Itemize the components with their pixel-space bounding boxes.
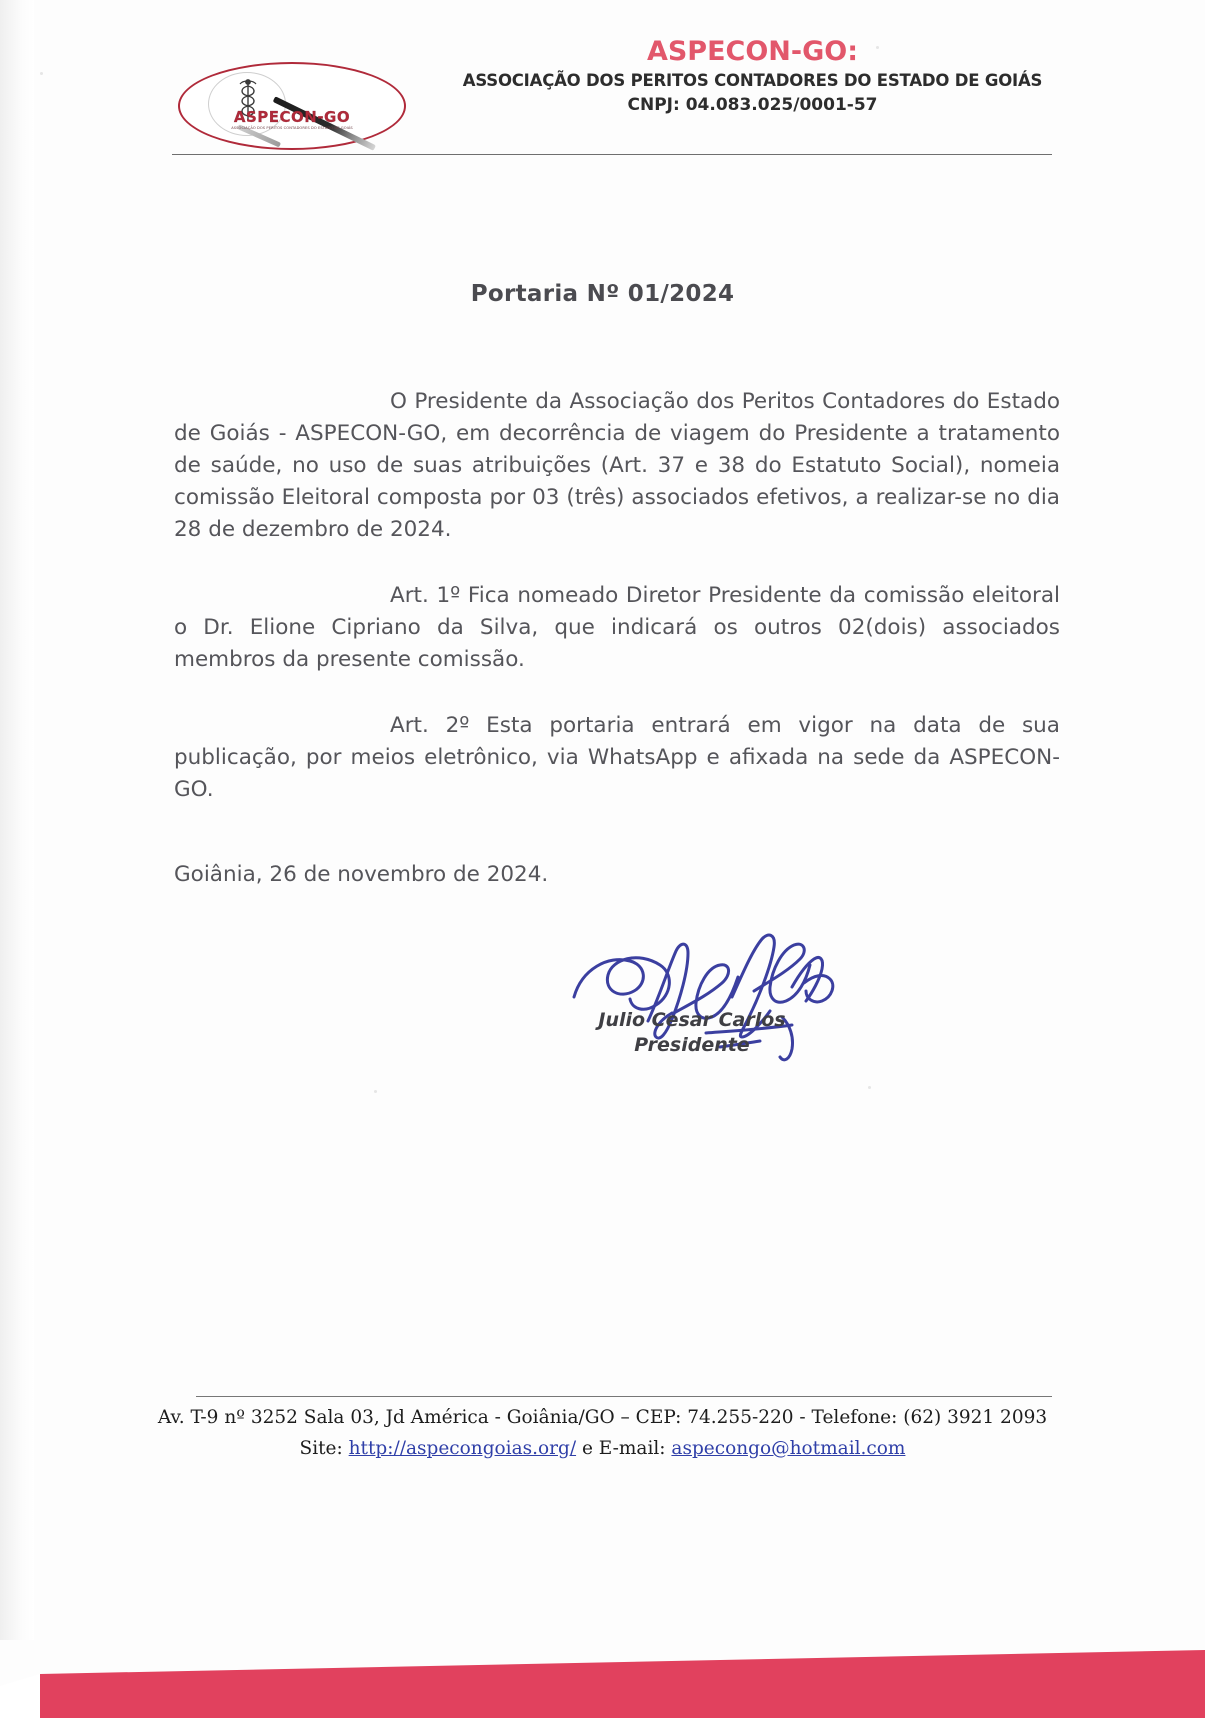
footer-contact-line bbox=[0, 1433, 1205, 1464]
document-body bbox=[174, 386, 1060, 806]
paragraph-preamble bbox=[174, 386, 1060, 546]
organization-identity bbox=[420, 36, 1085, 115]
paragraph-text: O Presidente da Associação dos Peritos Contadores do Estado de Goiás - ASPECON-GO, em decorrência de viagem do Presidente a tratamento de saúde, no uso de suas atribuições (Art. 37 e 38 do Estatuto Social), nomeia comissão Eleitoral composta por 03 (três) associados efetivos, a realizar-se no dia 28 de dezembro de 2024. bbox=[174, 389, 1060, 542]
scan-speck bbox=[374, 1090, 377, 1093]
logo-wordmark: ASPECON-GO bbox=[233, 108, 351, 126]
scan-speck bbox=[868, 1086, 871, 1089]
document-header bbox=[0, 24, 1205, 144]
footer-divider bbox=[196, 1396, 1052, 1397]
signer-role: Presidente bbox=[634, 1034, 750, 1056]
org-full-name: ASSOCIAÇÃO DOS PERITOS CONTADORES DO ESTADO DE GOIÁS bbox=[462, 71, 1043, 90]
scan-speck bbox=[40, 72, 43, 75]
scan-speck bbox=[876, 46, 879, 49]
page-edge-shading bbox=[0, 0, 34, 1640]
band-slope-shape bbox=[0, 1640, 1205, 1718]
site-label: Site: bbox=[299, 1438, 343, 1459]
paragraph-text: Art. 1º Fica nomeado Diretor Presidente da comissão eleitoral o Dr. Elione Cipriano da Silva, que indicará os outros 02(dois) associados membros da presente comissão. bbox=[174, 583, 1060, 672]
aspecon-logo bbox=[178, 62, 406, 150]
org-short-name: ASPECON-GO: bbox=[646, 36, 859, 67]
footer-color-band bbox=[0, 1626, 1205, 1718]
org-cnpj: CNPJ: 04.083.025/0001-57 bbox=[627, 95, 878, 115]
paragraph-art-2 bbox=[174, 710, 1060, 806]
document-footer bbox=[0, 1402, 1205, 1464]
logo-subtitle: ASSOCIAÇÃO DOS PERITOS CONTADORES DO ESTADO DE GOIÁS bbox=[231, 126, 353, 130]
paragraph-art-1 bbox=[174, 580, 1060, 676]
paragraph-text: Art. 2º Esta portaria entrará em vigor na data de sua publicação, por meios eletrônico, via WhatsApp e afixada na sede da ASPECON-GO. bbox=[174, 713, 1060, 802]
date-line: Goiânia, 26 de novembro de 2024. bbox=[174, 862, 549, 887]
website-link[interactable]: http://aspecongoias.org/ bbox=[348, 1438, 577, 1459]
signer-name: Julio Cesar Carlos bbox=[598, 1009, 786, 1031]
signature-block bbox=[556, 925, 876, 1065]
header-divider bbox=[172, 154, 1052, 155]
email-link[interactable]: aspecongo@hotmail.com bbox=[671, 1438, 906, 1459]
footer-address: Av. T-9 nº 3252 Sala 03, Jd América - Goiânia/GO – CEP: 74.255-220 - Telefone: (62) 3921 2093 bbox=[157, 1407, 1048, 1428]
email-separator: e E-mail: bbox=[581, 1438, 666, 1459]
page-title: Portaria Nº 01/2024 bbox=[470, 281, 735, 307]
